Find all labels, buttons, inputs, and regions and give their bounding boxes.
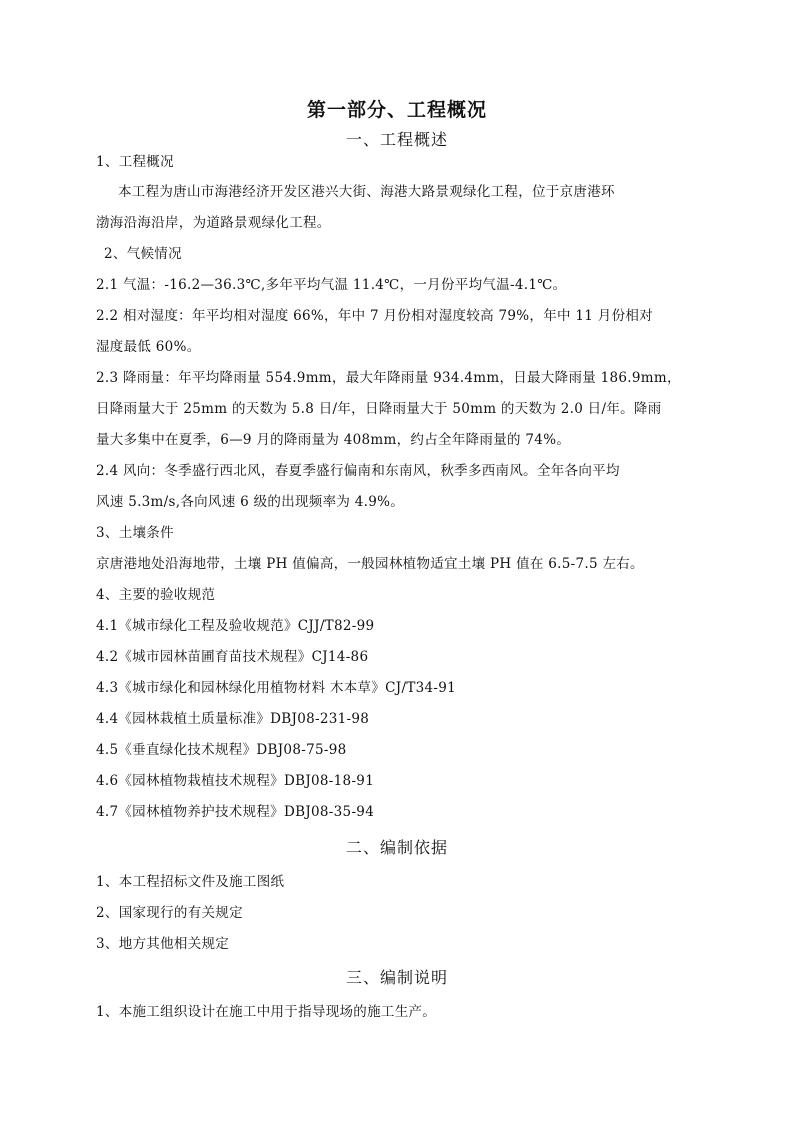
norm-item: 4.6《园林植物栽植技术规程》DBJ08-18-91 [96,773,375,789]
section2-heading: 二、编制依据 [345,838,448,857]
norm-item: 4.3《城市绿化和园林绿化用植物材料 木本草》CJ/T34-91 [96,680,457,696]
item3-text: 京唐港地处沿海地带，土壤 PH 值偏高，一般园林植物适宜土壤 PH 值在 6.5-7.5 左右。 [96,556,644,572]
norm-item: 4.4《园林栽植土质量标准》DBJ08-231-98 [96,711,370,727]
item1-para-line: 本工程为唐山市海港经济开发区港兴大街、海港大路景观绿化工程，位于京唐港环 [118,184,615,200]
item3-title: 3、土壤条件 [96,525,174,541]
section1-heading: 一、工程概述 [345,130,448,149]
section3-heading: 三、编制说明 [345,968,448,987]
basis-item: 2、国家现行的有关规定 [96,905,243,921]
norm-item: 4.5《垂直绿化技术规程》DBJ08-75-98 [96,742,347,758]
norm-item: 4.2《城市园林苗圃育苗技术规程》CJ14-86 [96,649,369,665]
climate-line: 2.2 相对湿度：年平均相对湿度 66%，年中 7 月份相对湿度较高 79%，年中 11 月份相对 [96,308,653,324]
climate-line: 量大多集中在夏季，6—9 月的降雨量为 408mm，约占全年降雨量的 74%。 [96,432,571,448]
item4-title: 4、主要的验收规范 [96,587,216,603]
item1-para-line: 渤海沿海沿岸，为道路景观绿化工程。 [96,215,331,231]
norm-item: 4.1《城市绿化工程及验收规范》CJJ/T82-99 [96,618,375,634]
climate-line: 2.3 降雨量：年平均降雨量 554.9mm，最大年降雨量 934.4mm，日最大降雨量 186.9mm， [96,370,681,386]
climate-line: 风速 5.3m/s,各向风速 6 级的出现频率为 4.9%。 [96,494,405,510]
norm-item: 4.7《园林植物养护技术规程》DBJ08-35-94 [96,804,375,820]
item2-title: 2、气候情况 [104,246,182,262]
climate-line: 2.1 气温：-16.2—36.3℃,多年平均气温 11.4℃，一月份平均气温-4.1℃。 [96,277,567,293]
page-title: 第一部分、工程概况 [306,99,487,121]
climate-line: 2.4 风向：冬季盛行西北风，春夏季盛行偏南和东南风，秋季多西南风。全年各向平均 [96,463,620,479]
basis-item: 1、本工程招标文件及施工图纸 [96,874,285,890]
climate-line: 日降雨量大于 25mm 的天数为 5.8 日/年，日降雨量大于 50mm 的天数为 2.0 日/年。降雨 [96,401,662,417]
climate-line: 湿度最低 60%。 [96,339,201,355]
basis-item: 3、地方其他相关规定 [96,936,230,952]
item1-title: 1、工程概况 [96,154,174,170]
note-item: 1、本施工组织设计在施工中用于指导现场的施工生产。 [96,1004,437,1020]
